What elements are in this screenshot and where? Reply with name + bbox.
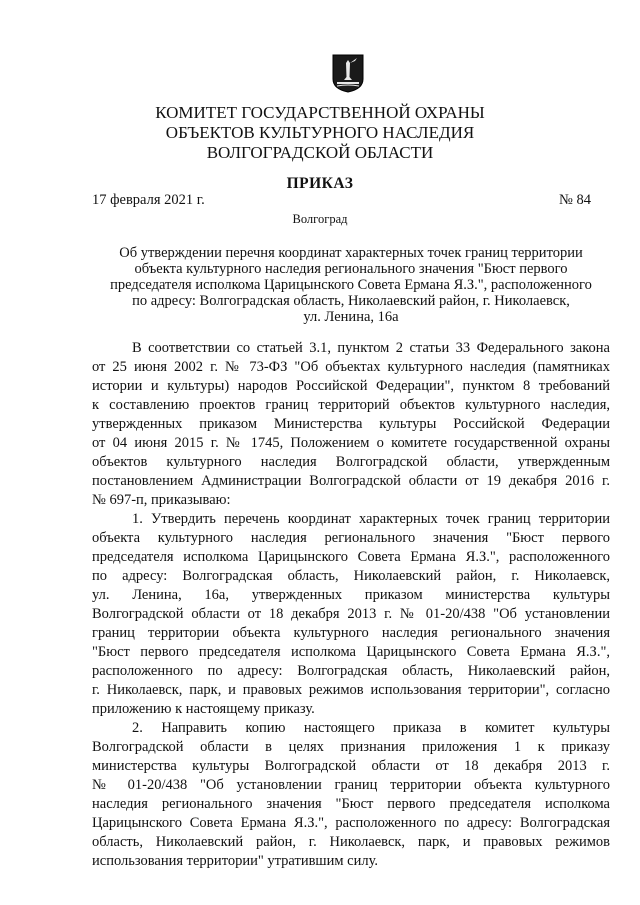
body-line: утвержденных приказом Министерства культуры Российской Федерации xyxy=(92,416,610,432)
body-line: министерства культуры Волгоградской области от 18 декабря 2013 г. xyxy=(92,758,610,774)
body-line: В соответствии со статьей 3.1, пунктом 2 статьи 33 Федерального закона xyxy=(132,340,610,356)
body-line: № 697-п, приказываю: xyxy=(92,492,231,508)
body-line: постановлением Администрации Волгоградской области от 19 декабря 2016 г. xyxy=(92,473,610,489)
body-line: Царицынского Совета Ермана Я.З.", расположенного по адресу: Волгоградская xyxy=(92,815,610,831)
body-line: № 01-20/438 "Об установлении границ территории объекта культурного xyxy=(92,777,610,793)
document-city: Волгоград xyxy=(292,212,348,226)
body-line: г. Николаевск, парк, и правовых режимов использования территории", согласно xyxy=(92,682,610,698)
body-line: объекта культурного наследия регионального значения "Бюст первого xyxy=(92,530,610,546)
volgograd-emblem-icon xyxy=(331,53,365,93)
document-type: ПРИКАЗ xyxy=(286,175,354,192)
org-name-line: ВОЛГОГРАДСКОЙ ОБЛАСТИ xyxy=(206,143,434,162)
body-line: 2. Направить копию настоящего приказа в комитет культуры xyxy=(132,720,610,736)
body-line: Волгоградской области в целях признания приложения 1 к приказу xyxy=(92,739,610,755)
org-name-line: КОМИТЕТ ГОСУДАРСТВЕННОЙ ОХРАНЫ xyxy=(155,103,485,122)
body-line: границ территории объекта культурного наследия регионального значения xyxy=(92,625,610,641)
body-line: "Бюст первого председателя исполкома Царицынского Совета Ермана Я.З.", xyxy=(92,644,610,660)
document-number: № 84 xyxy=(559,192,591,208)
document-date: 17 февраля 2021 г. xyxy=(92,192,205,208)
body-line: наследия регионального значения "Бюст первого председателя исполкома xyxy=(92,796,610,812)
body-line: Волгоградской области от 18 декабря 2013 г. № 01-20/438 "Об установлении xyxy=(92,606,610,622)
title-line: объекта культурного наследия регионального значения "Бюст первого xyxy=(134,261,568,277)
body-line: приложению к настоящему приказу. xyxy=(92,701,315,717)
body-line: использования территории" утратившим силу. xyxy=(92,853,378,869)
title-line: председателя исполкома Царицынского Совета Ермана Я.З.", расположенного xyxy=(110,277,592,293)
body-line: от 25 июня 2002 г. № 73-ФЗ "Об объектах культурного наследия (памятниках xyxy=(92,359,610,375)
body-line: 1. Утвердить перечень координат характерных точек границ территории xyxy=(132,511,610,527)
body-line: к составлению проектов границ территорий объектов культурного наследия, xyxy=(92,397,610,413)
title-line: по адресу: Волгоградская область, Николаевский район, г. Николаевск, xyxy=(132,293,570,309)
body-line: область, Николаевский район, г. Николаевск, парк, и правовых режимов xyxy=(92,834,610,850)
title-line: Об утверждении перечня координат характерных точек границ территории xyxy=(119,245,583,261)
body-line: расположенного по адресу: Волгоградская область, Николаевский район, xyxy=(92,663,610,679)
body-line: истории и культуры) народов Российской Федерации", пунктом 8 требований xyxy=(92,378,610,394)
body-line: ул. Ленина, 16а, утвержденных приказом министерства культуры xyxy=(92,587,610,603)
title-line: ул. Ленина, 16а xyxy=(303,309,399,325)
body-line: председателя исполкома Царицынского Совета Ермана Я.З.", расположенного xyxy=(92,549,610,565)
body-line: от 04 июня 2015 г. № 1745, Положением о комитете государственной охраны xyxy=(92,435,610,451)
org-name-line: ОБЪЕКТОВ КУЛЬТУРНОГО НАСЛЕДИЯ xyxy=(165,123,475,142)
body-line: по адресу: Волгоградская область, Николаевский район, г. Николаевск, xyxy=(92,568,610,584)
body-line: объектов культурного наследия Волгоградской области, утвержденным xyxy=(92,454,610,470)
